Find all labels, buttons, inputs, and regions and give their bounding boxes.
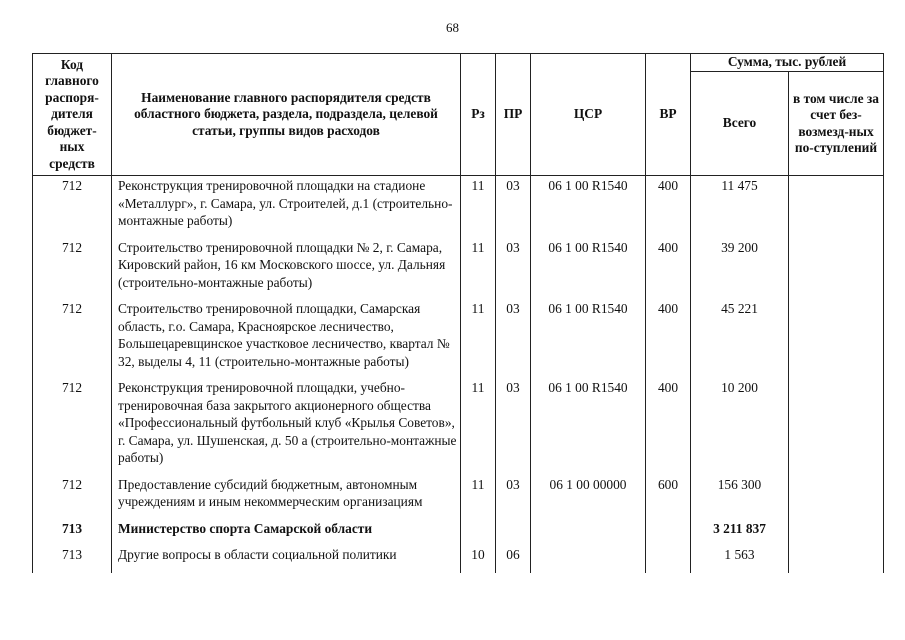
table-row [33, 546, 884, 573]
cell-incl [789, 476, 884, 520]
cell-total: 11 475 [691, 176, 789, 239]
table-row [33, 239, 884, 301]
cell-vr: 400 [646, 379, 691, 476]
header-pr: ПР [496, 54, 531, 176]
cell-rz [461, 520, 496, 547]
cell-incl [789, 300, 884, 379]
cell-incl [789, 520, 884, 547]
header-vr: ВР [646, 54, 691, 176]
cell-vr [646, 546, 691, 573]
cell-rz: 11 [461, 176, 496, 239]
cell-total: 3 211 837 [691, 520, 789, 547]
cell-name: Другие вопросы в области социальной политики [112, 546, 461, 573]
cell-rz: 11 [461, 379, 496, 476]
cell-code: 712 [33, 300, 112, 379]
table-row [33, 176, 884, 239]
cell-incl [789, 379, 884, 476]
cell-code: 712 [33, 476, 112, 520]
header-csr: ЦСР [531, 54, 646, 176]
cell-rz: 11 [461, 476, 496, 520]
table-row [33, 379, 884, 476]
page-number: 68 [446, 20, 459, 35]
header-rz: Рз [461, 54, 496, 176]
cell-pr: 03 [496, 176, 531, 239]
table-body [33, 176, 884, 573]
cell-csr: 06 1 00 00000 [531, 476, 646, 520]
cell-code: 712 [33, 239, 112, 301]
cell-code: 713 [33, 520, 112, 547]
cell-pr: 06 [496, 546, 531, 573]
cell-pr: 03 [496, 476, 531, 520]
cell-total: 10 200 [691, 379, 789, 476]
cell-total: 45 221 [691, 300, 789, 379]
cell-vr [646, 520, 691, 547]
cell-name: Предоставление субсидий бюджетным, автономным учреждениям и иным некоммерческим организациям [112, 476, 461, 520]
cell-vr: 400 [646, 176, 691, 239]
cell-csr [531, 546, 646, 573]
cell-pr: 03 [496, 300, 531, 379]
header-sum: Сумма, тыс. рублей [691, 54, 884, 72]
cell-vr: 600 [646, 476, 691, 520]
cell-pr: 03 [496, 239, 531, 301]
cell-code: 712 [33, 176, 112, 239]
table-row [33, 476, 884, 520]
cell-name: Реконструкция тренировочной площадки на стадионе «Металлург», г. Самара, ул. Строителей, д.1 (строительно-монтажные работы) [112, 176, 461, 239]
cell-total: 39 200 [691, 239, 789, 301]
cell-total: 156 300 [691, 476, 789, 520]
cell-csr: 06 1 00 R1540 [531, 300, 646, 379]
cell-vr: 400 [646, 239, 691, 301]
cell-csr: 06 1 00 R1540 [531, 379, 646, 476]
cell-code: 713 [33, 546, 112, 573]
cell-code: 712 [33, 379, 112, 476]
cell-name: Министерство спорта Самарской области [112, 520, 461, 547]
cell-rz: 11 [461, 239, 496, 301]
header-incl: в том числе за счет без-возмезд-ных по-ступлений [789, 72, 884, 176]
cell-incl [789, 239, 884, 301]
cell-name: Строительство тренировочной площадки № 2, г. Самара, Кировский район, 16 км Московского шоссе, ул. Дальняя (строительно-монтажные работы) [112, 239, 461, 301]
cell-name: Строительство тренировочной площадки, Самарская область, г.о. Самара, Красноярское лесничество, Большецаревщинское участковое лесничество, квартал № 32, выделы 4, 11 (строительно-монтажные работы) [112, 300, 461, 379]
table-header [33, 54, 884, 176]
cell-pr [496, 520, 531, 547]
cell-total: 1 563 [691, 546, 789, 573]
header-code: Код главного распоря-дителя бюджет-ных средств [33, 54, 112, 176]
header-name: Наименование главного распорядителя средств областного бюджета, раздела, подраздела, целевой статьи, группы видов расходов [112, 54, 461, 176]
cell-rz: 11 [461, 300, 496, 379]
cell-pr: 03 [496, 379, 531, 476]
cell-csr [531, 520, 646, 547]
table-row-ministry [33, 520, 884, 547]
table-row [33, 300, 884, 379]
header-total: Всего [691, 72, 789, 176]
cell-incl [789, 546, 884, 573]
budget-table [32, 53, 884, 573]
cell-rz: 10 [461, 546, 496, 573]
cell-csr: 06 1 00 R1540 [531, 176, 646, 239]
cell-csr: 06 1 00 R1540 [531, 239, 646, 301]
cell-name: Реконструкция тренировочной площадки, учебно-тренировочная база закрытого акционерного общества «Профессиональный футбольный клуб «Крылья Советов», г. Самара, ул. Шушенская, д. 50 а (строительно-монтажные работы) [112, 379, 461, 476]
cell-vr: 400 [646, 300, 691, 379]
cell-incl [789, 176, 884, 239]
